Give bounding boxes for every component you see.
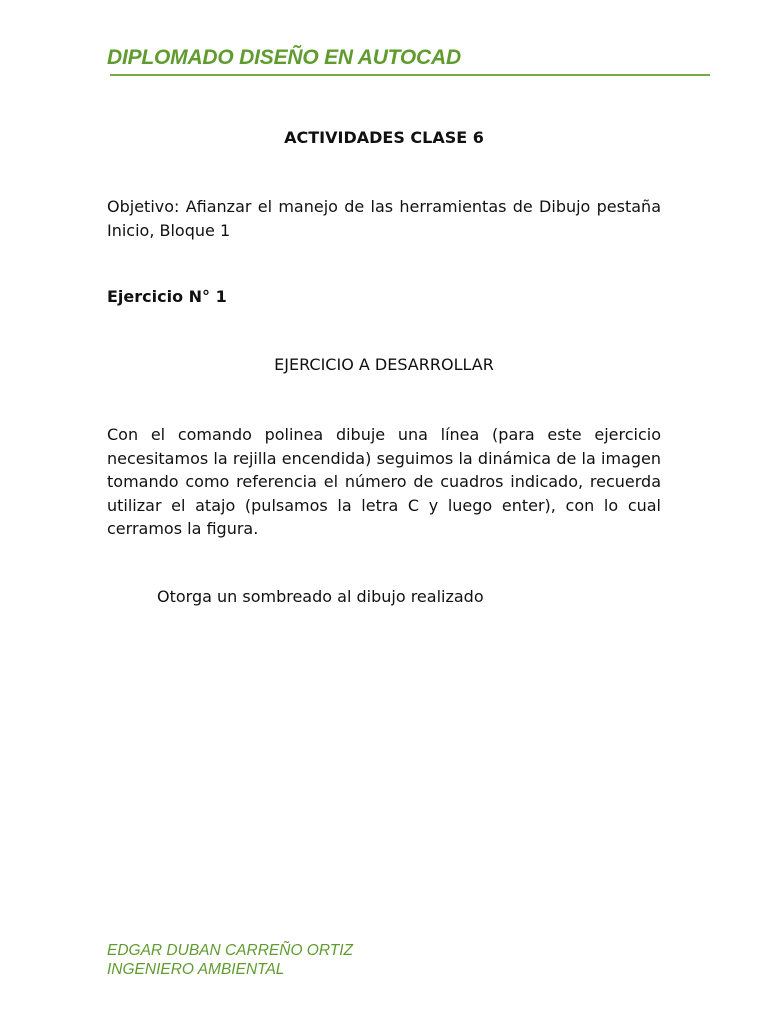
footer-author: EDGAR DUBAN CARREÑO ORTIZ <box>107 942 354 959</box>
instructions-paragraph: Con el comando polinea dibuje una línea (para este ejercicio necesitamos la rejilla encendida) seguimos la dinámica de la imagen tomando como referencia el número de cuadros indicado, recuerda utilizar el atajo (pulsamos la letra C y luego enter), con lo cual cerramos la figura. <box>107 425 661 538</box>
footer-role: INGENIERO AMBIENTAL <box>107 961 285 978</box>
shading-note: Otorga un sombreado al dibujo realizado <box>157 587 484 606</box>
page-title: ACTIVIDADES CLASE 6 <box>284 128 484 147</box>
objective-paragraph: Objetivo: Afianzar el manejo de las herramientas de Dibujo pestaña Inicio, Bloque 1 <box>107 197 661 240</box>
exercise-heading: Ejercicio N° 1 <box>107 287 227 306</box>
footer <box>107 941 353 979</box>
header-title: DIPLOMADO DISEÑO EN AUTOCAD <box>107 46 461 69</box>
header-divider <box>110 74 710 76</box>
develop-heading: EJERCICIO A DESARROLLAR <box>274 355 494 374</box>
